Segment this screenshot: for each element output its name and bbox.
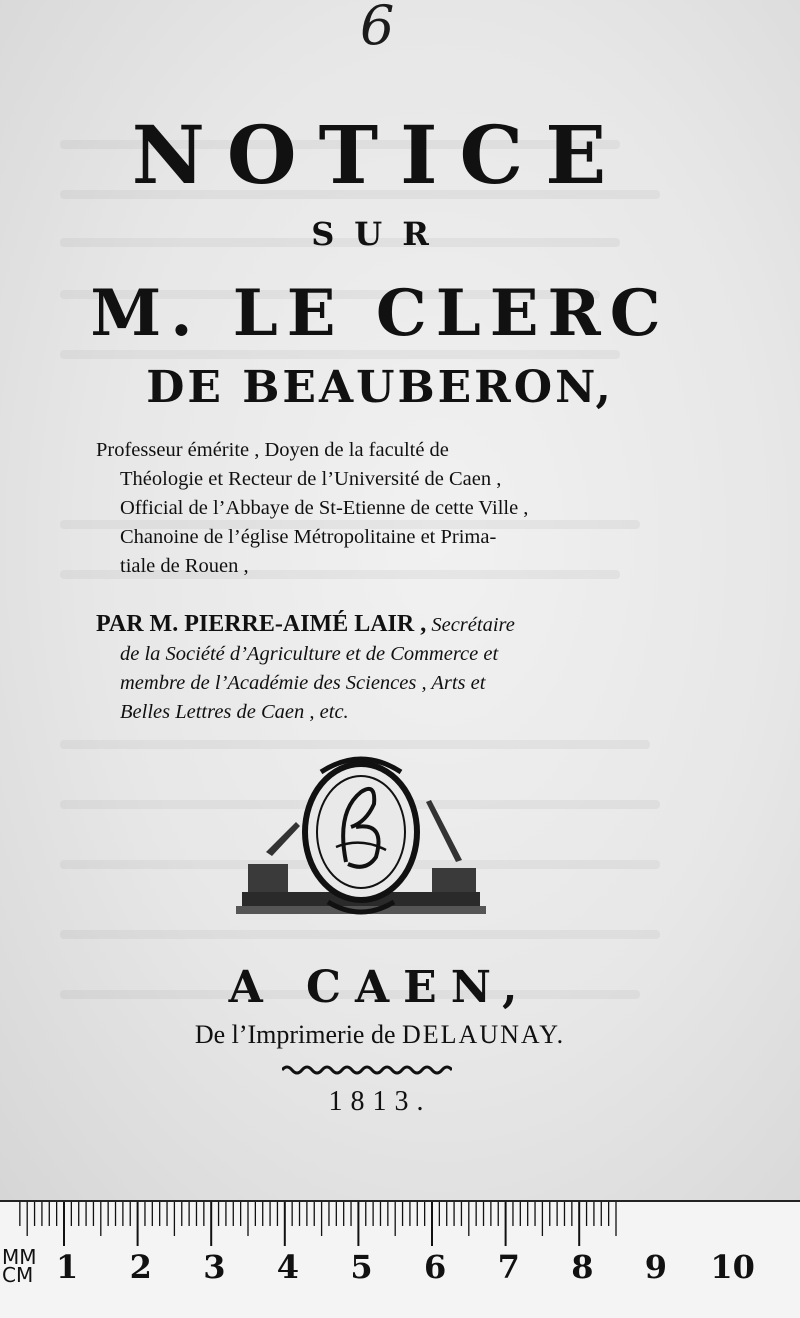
monogram-cartouche-icon — [236, 752, 486, 932]
author-block — [96, 610, 616, 727]
ruler-unit-cm: CM — [2, 1263, 34, 1287]
title-notice: NOTICE — [131, 108, 629, 202]
ruler-unit-mm: MM — [2, 1245, 37, 1269]
ruler-number: 1 — [56, 1248, 79, 1286]
description-line: tiale de Rouen , — [120, 555, 249, 577]
ruler-number: 4 — [276, 1248, 300, 1286]
ruler-number: 9 — [644, 1248, 668, 1286]
title-sur: SUR — [311, 215, 449, 253]
ruler-number: 10 — [710, 1248, 755, 1286]
description-line: Chanoine de l’église Métropolitaine et Prima- — [120, 526, 497, 548]
author-role-line: Belles Lettres de Caen , etc. — [120, 701, 349, 723]
author-role-line: de la Société d’Agriculture et de Commerce et — [120, 643, 499, 665]
ruler-number: 3 — [203, 1248, 226, 1286]
author-role-line: membre de l’Académie des Sciences , Arts et — [120, 672, 486, 694]
measurement-ruler — [0, 1200, 800, 1318]
subject-description — [96, 436, 616, 581]
handwritten-shelfmark: 6 — [360, 0, 395, 57]
title-subject-name-2: DE BEAUBERON, — [146, 362, 614, 413]
ruler-number: 8 — [571, 1248, 594, 1286]
description-line: Official de l’Abbaye de St-Etienne de cette Ville , — [120, 497, 529, 519]
printer-prefix: De l’Imprimerie de — [194, 1020, 396, 1049]
imprint-year: 1813. — [328, 1086, 432, 1117]
ruler-number: 5 — [350, 1248, 373, 1286]
ruler-number: 2 — [129, 1248, 152, 1286]
description-line: Professeur émérite , Doyen de la faculté de — [96, 439, 449, 461]
imprint-printer — [0, 1020, 760, 1050]
printer-name: DELAUNAY. — [402, 1020, 566, 1049]
ruler-number: 7 — [497, 1248, 520, 1286]
author-role: Secrétaire — [431, 614, 515, 636]
imprint-city: A CAEN, — [228, 962, 532, 1013]
title-subject-name: M. LE CLERC — [90, 276, 670, 351]
ruler-ticks — [0, 1202, 800, 1318]
author-name: PAR M. PIERRE-AIMÉ LAIR , — [96, 611, 427, 637]
description-line: Théologie et Recteur de l’Université de Caen , — [120, 468, 502, 490]
decorative-wavy-rule — [282, 1064, 452, 1076]
ruler-number: 6 — [424, 1248, 447, 1286]
